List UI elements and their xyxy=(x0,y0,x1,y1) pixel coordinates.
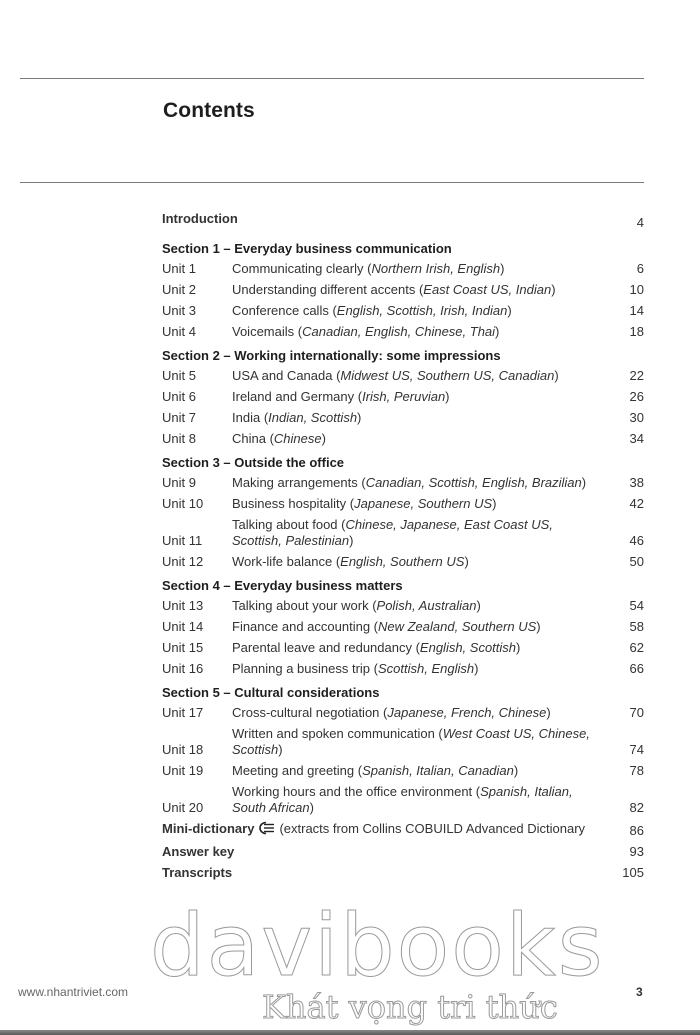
page-number: 86 xyxy=(629,823,644,838)
toc-unit-row[interactable] xyxy=(162,324,644,340)
page-number: 70 xyxy=(629,705,644,720)
unit-number: Unit 18 xyxy=(162,742,204,757)
unit-accents: Scottish, English xyxy=(377,661,475,676)
section-heading[interactable]: Section 1 – Everyday business communication xyxy=(162,241,452,256)
unit-number: Unit 20 xyxy=(162,800,204,815)
top-rule xyxy=(20,78,644,79)
unit-title-text: Voicemails xyxy=(232,324,295,339)
page-number: 58 xyxy=(629,619,644,634)
unit-title-text: Communicating clearly xyxy=(232,261,364,276)
unit-title: Talking about food (Chinese, Japanese, East Coast US, Scottish, Palestinian) xyxy=(232,517,553,548)
unit-accents: Chinese xyxy=(273,431,322,446)
toc-unit-row[interactable] xyxy=(162,763,644,779)
unit-accents: Polish, Australian xyxy=(376,598,477,613)
page-number: 14 xyxy=(629,303,644,318)
page-title: Contents xyxy=(163,99,255,122)
toc-unit-row[interactable] xyxy=(162,431,644,447)
toc-unit-row[interactable] xyxy=(162,705,644,721)
unit-title: Finance and accounting (New Zealand, Southern US) xyxy=(232,619,541,634)
page-number: 38 xyxy=(629,475,644,490)
toc-unit-row[interactable] xyxy=(162,640,644,656)
unit-title: Voicemails (Canadian, English, Chinese, Thai) xyxy=(232,324,500,339)
page-number: 50 xyxy=(629,554,644,569)
unit-title: Meeting and greeting (Spanish, Italian, Canadian) xyxy=(232,763,519,778)
sections-list xyxy=(162,241,644,816)
page-edge xyxy=(0,1030,700,1035)
unit-title: Ireland and Germany (Irish, Peruvian) xyxy=(232,389,450,404)
unit-number: Unit 6 xyxy=(162,389,196,404)
toc-unit-row[interactable] xyxy=(162,726,644,758)
toc-unit-row[interactable] xyxy=(162,554,644,570)
unit-title-text: Talking about food xyxy=(232,517,338,532)
unit-accents: Japanese, French, Chinese xyxy=(387,705,547,720)
unit-accents: Spanish, Italian, Canadian xyxy=(362,763,514,778)
unit-accents: East Coast US, Indian xyxy=(423,282,552,297)
unit-title: Business hospitality (Japanese, Southern US) xyxy=(232,496,497,511)
toc-unit-row[interactable] xyxy=(162,784,644,816)
entry-label: Mini-dictionary xyxy=(162,821,255,836)
page-number: 78 xyxy=(629,763,644,778)
unit-accents: Midwest US, Southern US, Canadian xyxy=(340,368,555,383)
unit-title-text: Making arrangements xyxy=(232,475,358,490)
page-number: 26 xyxy=(629,389,644,404)
toc-unit-row[interactable] xyxy=(162,661,644,677)
watermark-brand: davibooks xyxy=(150,896,605,996)
table-of-contents xyxy=(162,211,644,885)
section-heading[interactable]: Section 3 – Outside the office xyxy=(162,455,345,470)
unit-title-text: Planning a business trip xyxy=(232,661,371,676)
unit-title-text: Parental leave and redundancy xyxy=(232,640,412,655)
entry-label: Introduction xyxy=(162,211,238,226)
toc-entry-back-matter[interactable] xyxy=(162,822,644,839)
unit-number: Unit 15 xyxy=(162,640,204,655)
unit-title: Parental leave and redundancy (English, Scottish) xyxy=(232,640,521,655)
page-number: 34 xyxy=(629,431,644,446)
unit-accents: Indian, Scottish xyxy=(268,410,358,425)
toc-unit-row[interactable] xyxy=(162,496,644,512)
unit-number: Unit 2 xyxy=(162,282,196,297)
unit-accents: Canadian, English, Chinese, Thai xyxy=(302,324,496,339)
unit-accents: Spanish, Italian, South African xyxy=(232,784,573,815)
unit-accents: New Zealand, Southern US xyxy=(378,619,537,634)
unit-title-text: Ireland and Germany xyxy=(232,389,355,404)
toc-unit-row[interactable] xyxy=(162,517,644,549)
page-number: 18 xyxy=(629,324,644,339)
unit-title: Work-life balance (English, Southern US) xyxy=(232,554,469,569)
toc-unit-row[interactable] xyxy=(162,303,644,319)
footer-url: www.nhantriviet.com xyxy=(18,985,129,999)
toc-unit-row[interactable] xyxy=(162,282,644,298)
entry-label: Answer key xyxy=(162,844,235,859)
unit-title: USA and Canada (Midwest US, Southern US, Canadian) xyxy=(232,368,559,383)
unit-accents: West Coast US, Chinese, Scottish xyxy=(232,726,590,757)
page-number: 30 xyxy=(629,410,644,425)
unit-title-text: Work-life balance xyxy=(232,554,333,569)
watermark-tagline: Khát vọng tri thức xyxy=(262,988,558,1026)
unit-accents: Canadian, Scottish, English, Brazilian xyxy=(365,475,582,490)
unit-number: Unit 11 xyxy=(162,533,203,548)
unit-number: Unit 12 xyxy=(162,554,204,569)
unit-accents: Japanese, Southern US xyxy=(354,496,493,511)
unit-accents: Irish, Peruvian xyxy=(362,389,446,404)
toc-entry-back-matter[interactable] xyxy=(162,864,644,881)
toc-unit-row[interactable] xyxy=(162,261,644,277)
collins-dictionary-icon xyxy=(258,821,276,839)
unit-title: Planning a business trip (Scottish, English) xyxy=(232,661,479,676)
toc-unit-row[interactable] xyxy=(162,619,644,635)
unit-title: China (Chinese) xyxy=(232,431,326,446)
unit-number: Unit 16 xyxy=(162,661,204,676)
unit-title-text: Conference calls xyxy=(232,303,329,318)
section-heading[interactable]: Section 4 – Everyday business matters xyxy=(162,578,403,593)
unit-number: Unit 13 xyxy=(162,598,204,613)
toc-unit-row[interactable] xyxy=(162,598,644,614)
unit-title: Written and spoken communication (West Coast US, Chinese, Scottish) xyxy=(232,726,590,757)
section-heading[interactable]: Section 5 – Cultural considerations xyxy=(162,685,380,700)
back-matter-list xyxy=(162,822,644,881)
unit-number: Unit 17 xyxy=(162,705,204,720)
page-number: 93 xyxy=(629,844,644,859)
page-number: 54 xyxy=(629,598,644,613)
unit-title-text: Finance and accounting xyxy=(232,619,371,634)
page-number: 82 xyxy=(629,800,644,815)
unit-number: Unit 1 xyxy=(162,261,196,276)
unit-title-text: Talking about your work xyxy=(232,598,369,613)
toc-unit-row[interactable] xyxy=(162,389,644,405)
title-rule xyxy=(20,182,644,183)
unit-number: Unit 4 xyxy=(162,324,196,339)
toc-unit-row[interactable] xyxy=(162,368,644,384)
unit-title: Conference calls (English, Scottish, Irish, Indian) xyxy=(232,303,512,318)
toc-entry-introduction[interactable] xyxy=(162,211,644,233)
unit-title-text: Cross-cultural negotiation xyxy=(232,705,380,720)
page-number: 74 xyxy=(629,742,644,757)
unit-title-text: Understanding different accents xyxy=(232,282,416,297)
page-number: 46 xyxy=(629,533,644,548)
page-number: 105 xyxy=(622,865,644,880)
unit-title: Cross-cultural negotiation (Japanese, French, Chinese) xyxy=(232,705,551,720)
unit-number: Unit 8 xyxy=(162,431,196,446)
unit-title-text: Meeting and greeting xyxy=(232,763,355,778)
unit-title: Understanding different accents (East Coast US, Indian) xyxy=(232,282,556,297)
toc-entry-back-matter[interactable] xyxy=(162,843,644,860)
unit-title-text: Business hospitality xyxy=(232,496,347,511)
footer-page-number: 3 xyxy=(636,985,643,999)
section-heading[interactable]: Section 2 – Working internationally: some impressions xyxy=(162,348,501,363)
unit-number: Unit 10 xyxy=(162,496,204,511)
unit-number: Unit 3 xyxy=(162,303,196,318)
unit-accents: English, Southern US xyxy=(340,554,465,569)
entry-note: (extracts from Collins COBUILD Advanced Dictionary xyxy=(279,821,586,836)
toc-unit-row[interactable] xyxy=(162,410,644,426)
unit-title: Talking about your work (Polish, Australian) xyxy=(232,598,481,613)
unit-number: Unit 19 xyxy=(162,763,204,778)
unit-title: Working hours and the office environment (Spanish, Italian, South African) xyxy=(232,784,573,815)
entry-label: Transcripts xyxy=(162,865,233,880)
page-number: 66 xyxy=(629,661,644,676)
unit-accents: Chinese, Japanese, East Coast US, Scottish, Palestinian xyxy=(232,517,553,548)
unit-title: Making arrangements (Canadian, Scottish, English, Brazilian) xyxy=(232,475,587,490)
page-number: 4 xyxy=(636,215,644,230)
unit-number: Unit 14 xyxy=(162,619,204,634)
toc-unit-row[interactable] xyxy=(162,475,644,491)
unit-accents: Northern Irish, English xyxy=(371,261,501,276)
unit-number: Unit 9 xyxy=(162,475,196,490)
unit-title-text: China xyxy=(232,431,266,446)
unit-title-text: Written and spoken communication xyxy=(232,726,435,741)
page-number: 22 xyxy=(629,368,644,383)
page-number: 62 xyxy=(629,640,644,655)
unit-title-text: Working hours and the office environment xyxy=(232,784,473,799)
page-number: 6 xyxy=(636,261,644,276)
unit-accents: English, Scottish xyxy=(419,640,517,655)
unit-number: Unit 5 xyxy=(162,368,196,383)
page-number: 10 xyxy=(629,282,644,297)
unit-accents: English, Scottish, Irish, Indian xyxy=(336,303,508,318)
unit-title-text: India xyxy=(232,410,261,425)
page-number: 42 xyxy=(629,496,644,511)
unit-title: India (Indian, Scottish) xyxy=(232,410,362,425)
unit-title: Communicating clearly (Northern Irish, English) xyxy=(232,261,505,276)
unit-number: Unit 7 xyxy=(162,410,196,425)
unit-title-text: USA and Canada xyxy=(232,368,333,383)
